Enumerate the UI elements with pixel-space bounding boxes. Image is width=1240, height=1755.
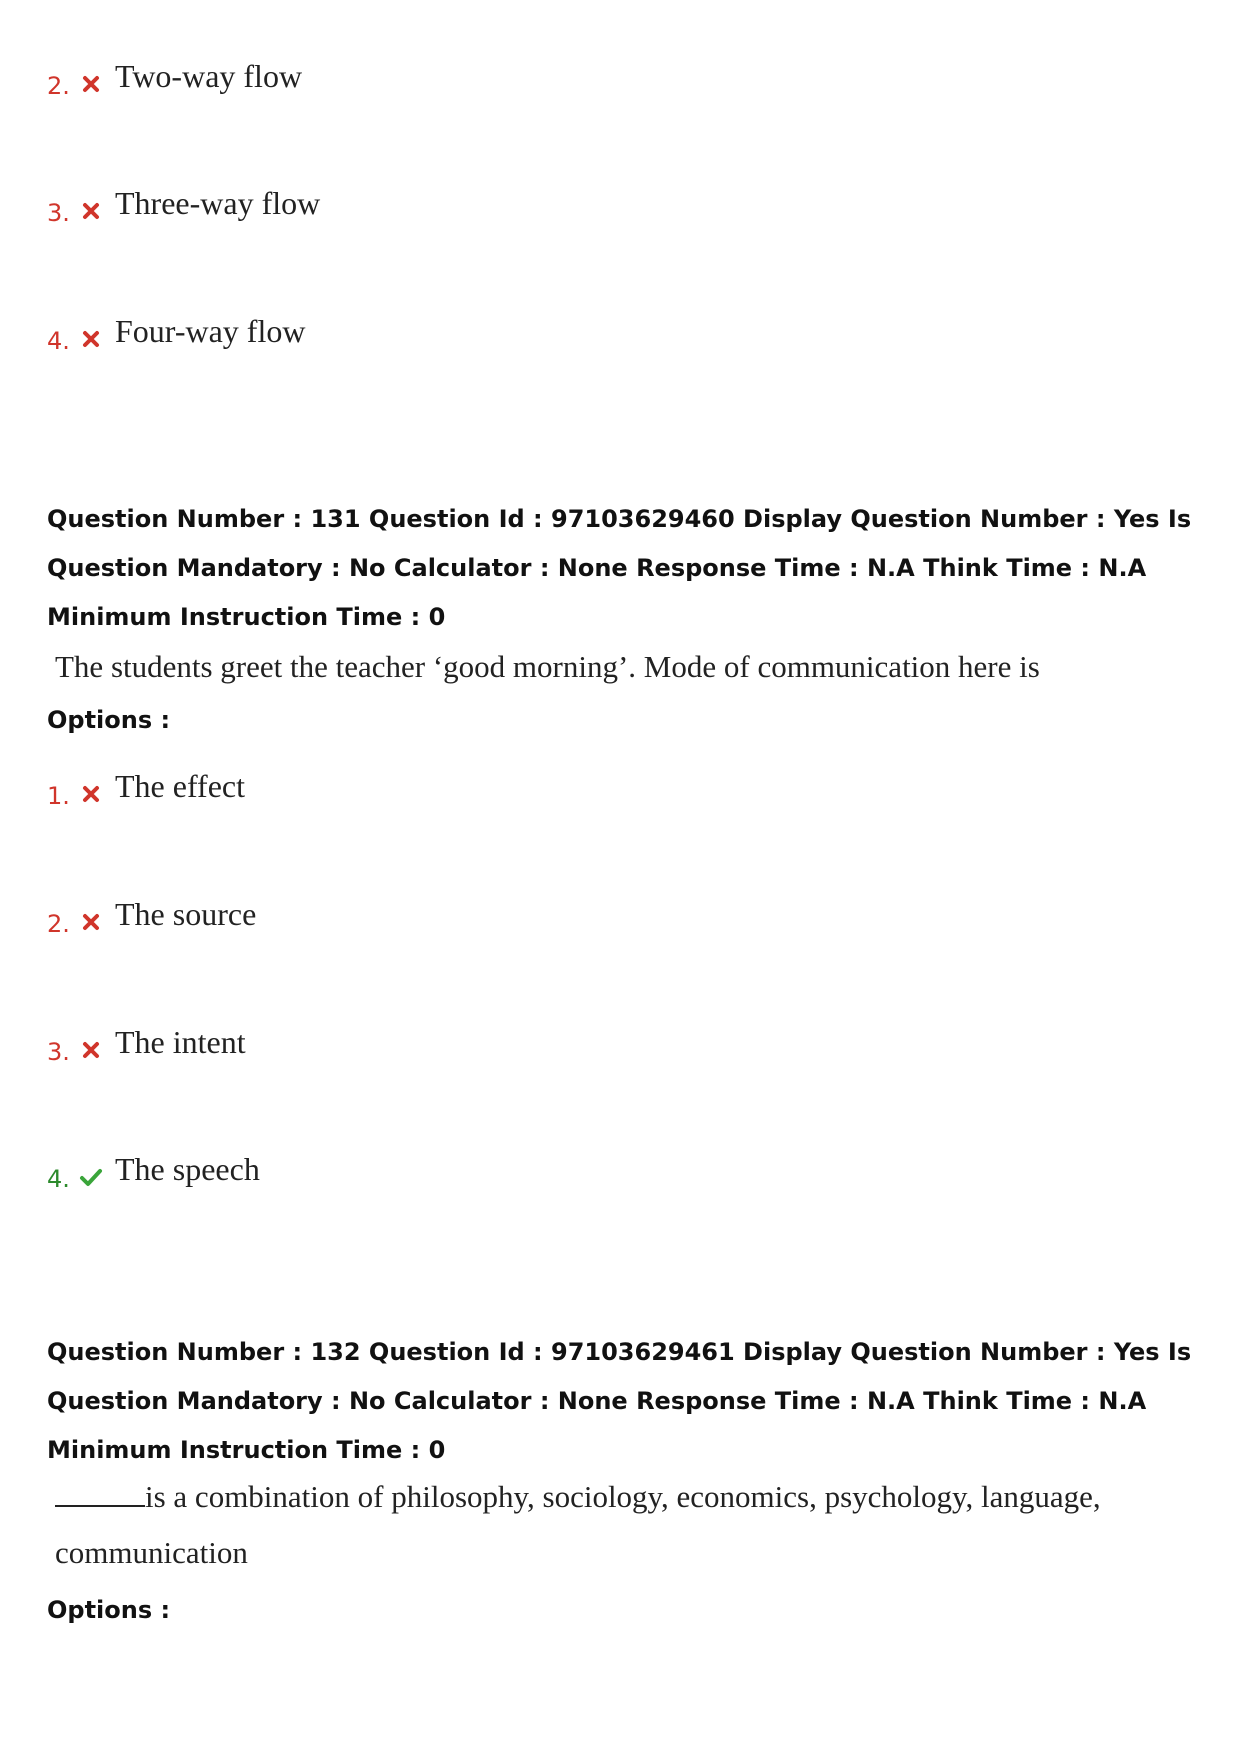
cross-icon (77, 70, 105, 98)
question-meta-132: Question Number : 132 Question Id : 97103629461 Display Question Number : Yes Is Question Mandatory : No Calculator : None Response Time : N.A Think Time : N.A Minimum Instruction Time : 0 (47, 1338, 1192, 1464)
option-text: The effect (115, 768, 245, 804)
option-text: The source (115, 896, 257, 932)
options-label: Options : (47, 706, 171, 734)
option-number: 4. (47, 1165, 70, 1193)
cross-icon (77, 908, 105, 936)
option-number: 4. (47, 327, 70, 355)
cross-icon (77, 780, 105, 808)
option-text: The speech (115, 1151, 260, 1187)
cross-icon (77, 1036, 105, 1064)
question-text-131: The students greet the teacher ‘good morning’. Mode of communication here is (55, 649, 1040, 684)
option-number: 3. (47, 1038, 70, 1066)
question-text-132 (55, 1469, 1155, 1581)
answer-blank (55, 1479, 145, 1507)
option-131-3 (47, 1024, 246, 1066)
option-131-1 (47, 768, 245, 810)
option-prev-3 (47, 185, 320, 227)
cross-icon (77, 325, 105, 353)
option-text: Two-way flow (115, 58, 303, 94)
option-number: 2. (47, 910, 70, 938)
option-prev-4 (47, 313, 305, 355)
option-131-4 (47, 1151, 260, 1193)
question-text-132-body: is a combination of philosophy, sociology, economics, psychology, language, communication (55, 1479, 1101, 1570)
option-text: The intent (115, 1024, 246, 1060)
option-text: Four-way flow (115, 313, 306, 349)
option-number: 2. (47, 72, 70, 100)
option-prev-2 (47, 58, 302, 100)
option-number: 1. (47, 782, 70, 810)
question-meta-131: Question Number : 131 Question Id : 97103629460 Display Question Number : Yes Is Question Mandatory : No Calculator : None Response Time : N.A Think Time : N.A Minimum Instruction Time : 0 (47, 505, 1192, 631)
check-icon (77, 1163, 105, 1191)
option-number: 3. (47, 199, 70, 227)
option-131-2 (47, 896, 256, 938)
option-text: Three-way flow (115, 185, 321, 221)
cross-icon (77, 197, 105, 225)
options-label: Options : (47, 1596, 171, 1624)
